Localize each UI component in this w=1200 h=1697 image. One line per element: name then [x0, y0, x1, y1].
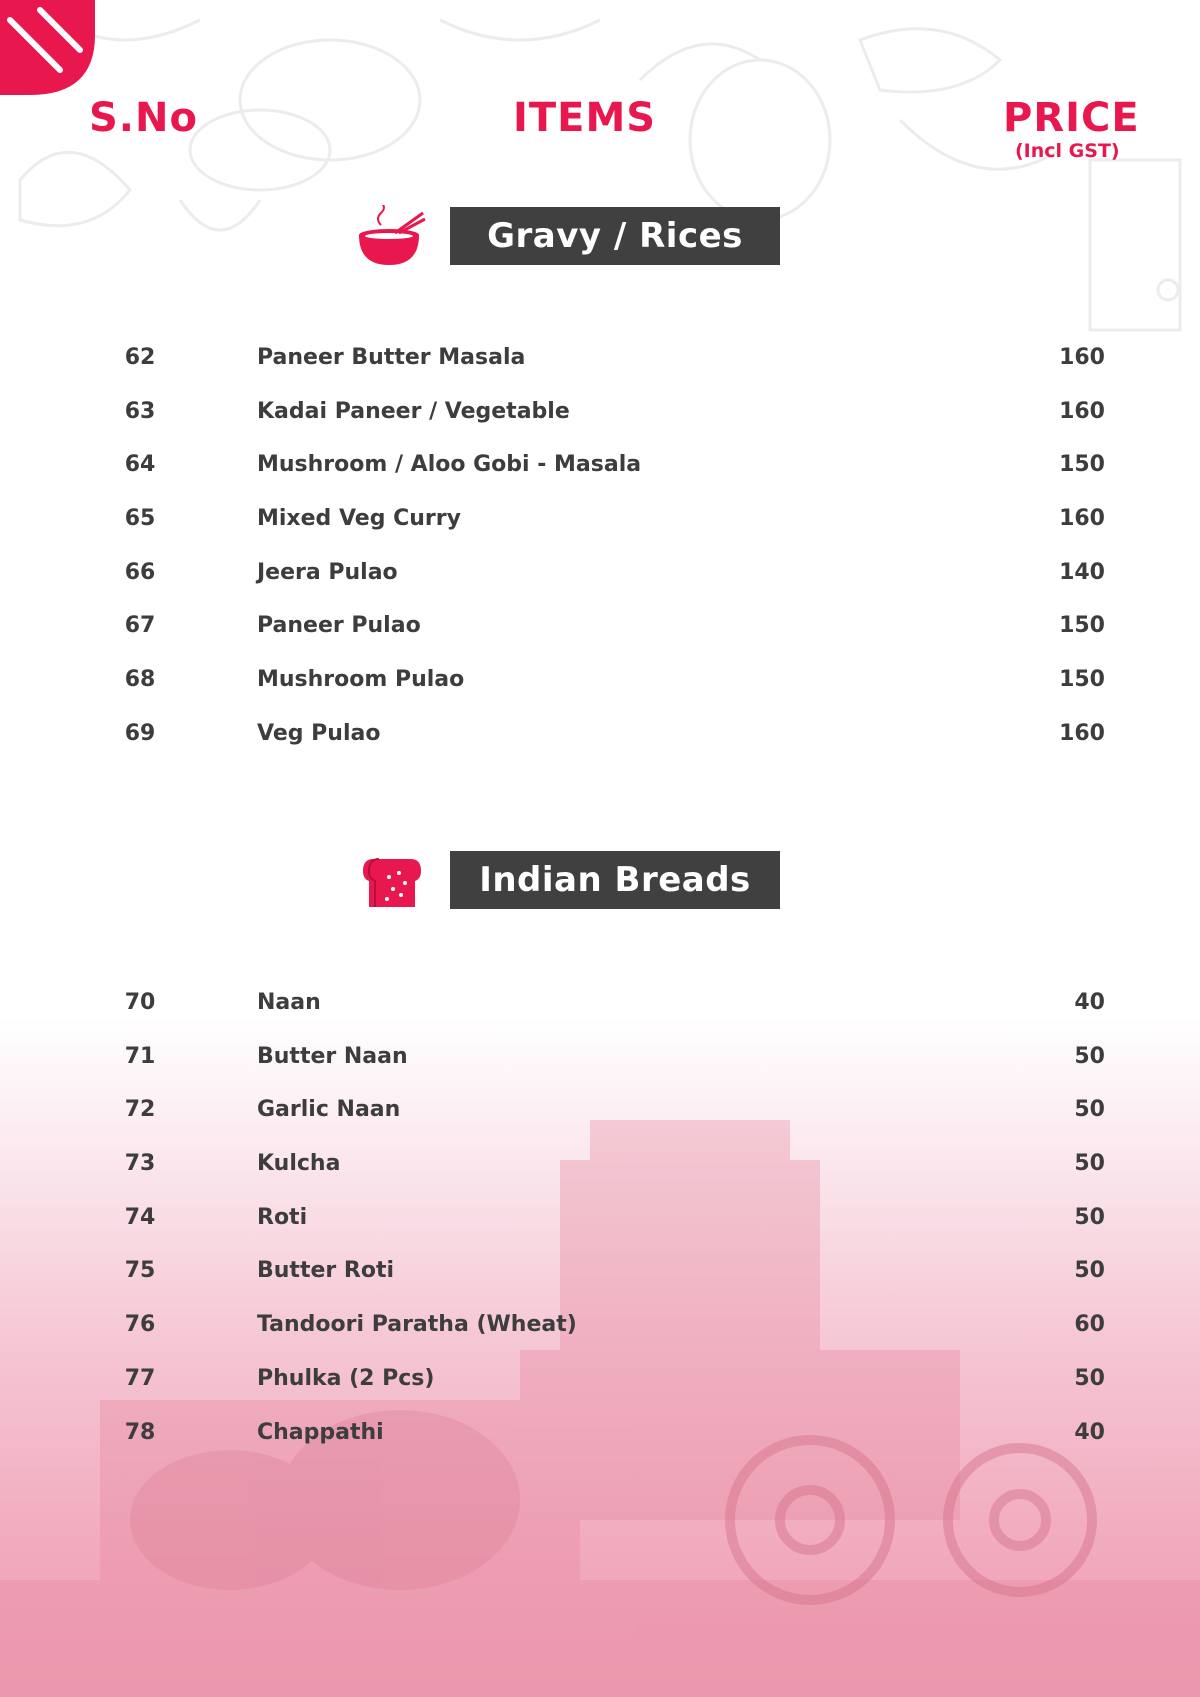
- item-price: 50: [1074, 1204, 1105, 1230]
- item-price: 50: [1074, 1043, 1105, 1069]
- item-number: 73: [124, 1151, 156, 1177]
- item-price: 160: [1059, 345, 1105, 370]
- list-item: [0, 1044, 1200, 1098]
- item-price: 160: [1059, 720, 1105, 746]
- item-name: Chappathi: [257, 1419, 384, 1445]
- list-item: [0, 613, 1200, 667]
- item-name: Paneer Butter Masala: [257, 345, 526, 370]
- item-number: 63: [124, 398, 156, 424]
- item-number: 75: [124, 1258, 156, 1284]
- item-name: Kulcha: [257, 1151, 341, 1177]
- section-title: Indian Breads: [450, 851, 780, 909]
- item-number: 65: [124, 506, 156, 532]
- list-item: [0, 345, 1200, 399]
- item-name: Phulka (2 Pcs): [257, 1365, 435, 1391]
- item-price: 50: [1074, 1097, 1105, 1123]
- item-price: 60: [1074, 1312, 1105, 1338]
- bowl-icon: [355, 205, 427, 269]
- item-price: 40: [1074, 1419, 1105, 1445]
- gravy-rices-list: [0, 345, 1200, 775]
- list-item: [0, 452, 1200, 506]
- item-number: 66: [124, 559, 156, 585]
- item-price: 150: [1059, 667, 1105, 693]
- item-name: Veg Pulao: [257, 720, 381, 746]
- item-name: Naan: [257, 990, 321, 1015]
- list-item: [0, 1205, 1200, 1259]
- item-price: 160: [1059, 398, 1105, 424]
- menu-header: [0, 88, 1200, 168]
- list-item: [0, 506, 1200, 560]
- item-price: 50: [1074, 1365, 1105, 1391]
- item-price: 150: [1059, 452, 1105, 478]
- item-name: Roti: [257, 1204, 308, 1230]
- item-name: Kadai Paneer / Vegetable: [257, 398, 570, 424]
- item-price: 140: [1059, 559, 1105, 585]
- item-name: Butter Roti: [257, 1258, 395, 1284]
- item-name: Butter Naan: [257, 1043, 408, 1069]
- item-number: 69: [124, 720, 156, 746]
- item-name: Mixed Veg Curry: [257, 506, 461, 532]
- item-price: 50: [1074, 1151, 1105, 1177]
- item-number: 72: [124, 1097, 156, 1123]
- item-number: 70: [124, 990, 156, 1015]
- list-item: [0, 1097, 1200, 1151]
- section-title: Gravy / Rices: [450, 207, 780, 265]
- item-price: 150: [1059, 613, 1105, 639]
- list-item: [0, 667, 1200, 721]
- price-gst-note: (Incl GST): [1015, 140, 1120, 162]
- food-sketch-background: [0, 0, 1200, 340]
- item-number: 71: [124, 1043, 156, 1069]
- list-item: [0, 1258, 1200, 1312]
- item-number: 78: [124, 1419, 156, 1445]
- item-number: 77: [124, 1365, 156, 1391]
- price-column-header: PRICE: [1003, 95, 1140, 141]
- item-name: Mushroom Pulao: [257, 667, 465, 693]
- cutlery-corner-logo: [0, 0, 100, 100]
- section-header-indian-breads: [355, 849, 785, 913]
- item-number: 68: [124, 667, 156, 693]
- list-item: [0, 1366, 1200, 1420]
- items-column-header: ITEMS: [513, 95, 657, 141]
- item-number: 74: [124, 1204, 156, 1230]
- item-name: Jeera Pulao: [257, 559, 398, 585]
- indian-breads-list: [0, 990, 1200, 1473]
- section-header-gravy-rices: [355, 205, 785, 269]
- item-name: Mushroom / Aloo Gobi - Masala: [257, 452, 642, 478]
- item-number: 62: [124, 345, 156, 370]
- list-item: [0, 1420, 1200, 1474]
- item-name: Garlic Naan: [257, 1097, 401, 1123]
- item-number: 76: [124, 1312, 156, 1338]
- list-item: [0, 1312, 1200, 1366]
- list-item: [0, 721, 1200, 775]
- list-item: [0, 990, 1200, 1044]
- item-name: Tandoori Paratha (Wheat): [257, 1312, 577, 1338]
- item-number: 67: [124, 613, 156, 639]
- item-price: 40: [1074, 990, 1105, 1015]
- sno-column-header: S.No: [89, 95, 198, 141]
- item-price: 50: [1074, 1258, 1105, 1284]
- list-item: [0, 1151, 1200, 1205]
- item-price: 160: [1059, 506, 1105, 532]
- item-number: 64: [124, 452, 156, 478]
- list-item: [0, 399, 1200, 453]
- list-item: [0, 560, 1200, 614]
- item-name: Paneer Pulao: [257, 613, 421, 639]
- bread-icon: [355, 849, 427, 913]
